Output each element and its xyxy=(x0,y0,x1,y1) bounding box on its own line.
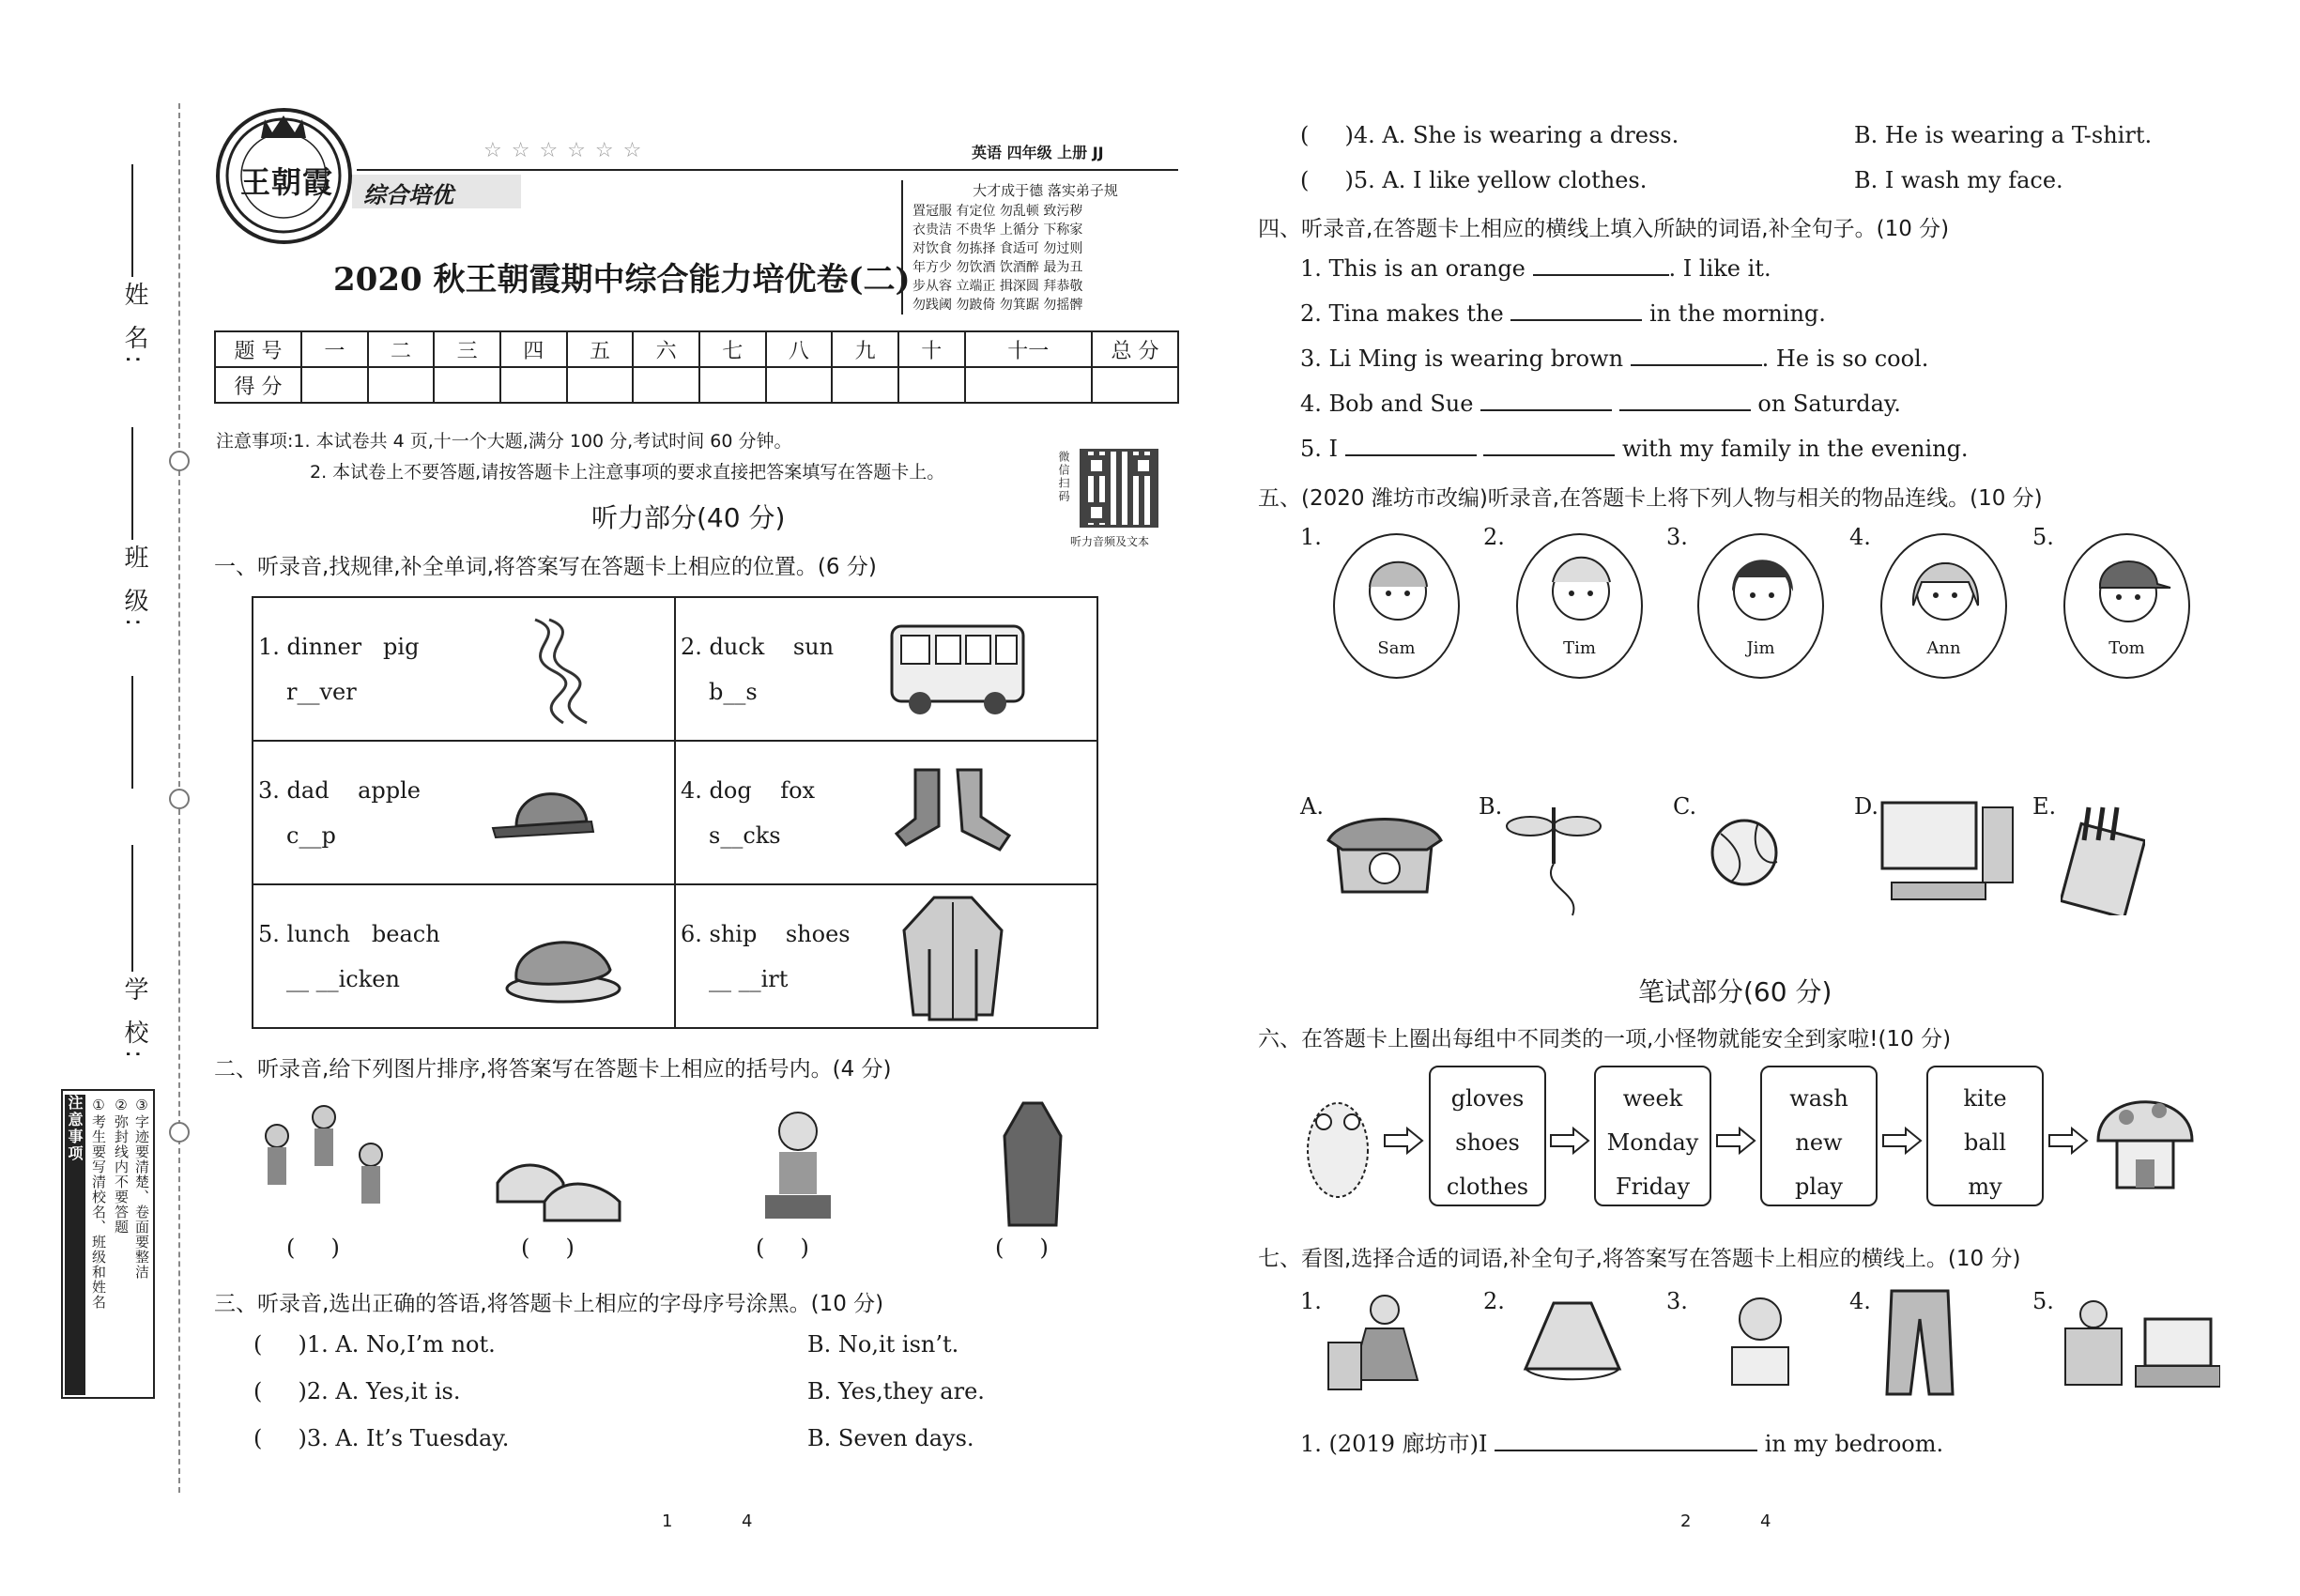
q4-item xyxy=(1300,436,1969,462)
chicken-icon xyxy=(502,913,624,1007)
listening-title: 听力部分(40 分) xyxy=(591,502,786,533)
seal-mark-1 xyxy=(169,451,190,471)
score-input[interactable] xyxy=(633,367,699,403)
q5-person-name: Tom xyxy=(2108,638,2145,658)
class-line xyxy=(131,427,133,540)
q6-word[interactable]: Friday xyxy=(1615,1174,1691,1200)
header-stars: ☆☆☆☆☆☆ xyxy=(483,139,652,162)
notice-line-1: ①考生要写清校名、班级和姓名 xyxy=(90,1097,107,1310)
q1-words: 1. dinner pig xyxy=(258,634,420,660)
q5-object-label: C. xyxy=(1673,793,1697,820)
notes-line-2: 2. 本试卷上不要答题,请按答题卡上注意事项的要求直接把答案填写在答题卡上。 xyxy=(310,462,945,483)
q5-person-oval[interactable] xyxy=(1333,533,1460,679)
arrow-right-icon xyxy=(1549,1127,1590,1155)
boy-cap-face-icon xyxy=(2065,535,2192,648)
girl-face-icon xyxy=(1882,535,2009,648)
q4-text: 2. Tina makes the xyxy=(1300,300,1504,327)
q1-blank[interactable]: __ __irt xyxy=(709,966,789,992)
q6-word[interactable]: gloves xyxy=(1450,1085,1525,1112)
notice-box xyxy=(61,1089,155,1399)
q7-text: in my bedroom. xyxy=(1764,1431,1944,1457)
score-input[interactable] xyxy=(898,367,965,403)
score-input[interactable] xyxy=(434,367,500,403)
banner: 综合培优 xyxy=(352,175,521,208)
score-table-score-row xyxy=(215,367,1178,403)
q5-person-num: 1. xyxy=(1300,524,1322,550)
score-cell: 八 xyxy=(766,331,833,367)
shoes-icon xyxy=(488,1136,629,1230)
socks-icon xyxy=(887,760,1019,864)
score-cell: 五 xyxy=(567,331,634,367)
q4-text: 3. Li Ming is wearing brown xyxy=(1300,345,1624,372)
motto-line: 年方少 勿饮酒 饮酒醉 最为丑 xyxy=(912,260,1083,275)
seal-mark-3 xyxy=(169,1122,190,1143)
score-input[interactable] xyxy=(368,367,435,403)
q3-item-a[interactable]: ( )5. A. I like yellow clothes. xyxy=(1300,167,1648,193)
q7-num: 3. xyxy=(1666,1288,1688,1314)
q5-person-num: 4. xyxy=(1849,524,1871,550)
q1-grid xyxy=(252,596,1098,1029)
q5-object-label: E. xyxy=(2032,793,2057,820)
q1-row xyxy=(253,597,1097,741)
q6-title: 六、在答题卡上圈出每组中不同类的一项,小怪物就能安全到家啦!(10 分) xyxy=(1258,1027,1952,1051)
q4-blank[interactable] xyxy=(1483,454,1615,456)
q5-object-label: A. xyxy=(1300,793,1324,820)
mushroom-house-icon xyxy=(2093,1084,2197,1197)
logo-text: 王朝霞 xyxy=(240,164,334,200)
footer-left-page: 1 xyxy=(662,1512,673,1531)
score-input[interactable] xyxy=(567,367,634,403)
q6-word[interactable]: week xyxy=(1622,1085,1683,1112)
q7-num: 4. xyxy=(1849,1288,1871,1314)
name-label: 姓 名: xyxy=(120,282,148,370)
score-input[interactable] xyxy=(1092,367,1178,403)
divider-line-1 xyxy=(131,676,133,789)
q3-title: 三、听录音,选出正确的答语,将答题卡上相应的字母序号涂黑。(10 分) xyxy=(214,1292,884,1316)
score-input[interactable] xyxy=(965,367,1092,403)
q4-blank[interactable] xyxy=(1533,274,1669,276)
q5-person-name: Jim xyxy=(1746,638,1775,658)
score-input[interactable] xyxy=(699,367,766,403)
girl-sitting-icon xyxy=(1324,1286,1446,1399)
motto-line: 衣贵洁 不贵华 上循分 下称家 xyxy=(912,223,1083,238)
score-cell: 七 xyxy=(699,331,766,367)
q4-text: with my family in the evening. xyxy=(1621,436,1969,462)
boy-washing-icon xyxy=(751,1103,845,1225)
qr-caption: 微信扫码 xyxy=(1057,451,1070,503)
river-icon xyxy=(507,615,601,728)
school-label: 学 校: xyxy=(120,976,148,1065)
q3-item-a[interactable]: ( )4. A. She is wearing a dress. xyxy=(1300,122,1679,148)
q2-title: 二、听录音,给下列图片排序,将答案写在答题卡上相应的括号内。(4 分) xyxy=(214,1057,892,1082)
monster-icon xyxy=(1300,1089,1375,1202)
q4-title: 四、听录音,在答题卡上相应的横线上填入所缺的词语,补全句子。(10 分) xyxy=(1258,217,1950,241)
motto-block xyxy=(901,180,1178,315)
score-cell: 四 xyxy=(500,331,567,367)
q1-row xyxy=(253,884,1097,1028)
score-row-label: 得 分 xyxy=(215,367,301,403)
q7-num: 5. xyxy=(2032,1288,2054,1314)
q6-word[interactable]: clothes xyxy=(1446,1174,1529,1200)
q5-title: 五、(2020 潍坊市改编)听录音,在答题卡上将下列人物与相关的物品连线。(10 分) xyxy=(1258,486,2043,511)
ball-icon[interactable] xyxy=(1707,815,1782,890)
score-cell: 十一 xyxy=(965,331,1092,367)
q3-item-b[interactable]: B. He is wearing a T-shirt. xyxy=(1854,122,2153,148)
school-line xyxy=(131,845,133,972)
score-cell: 十 xyxy=(898,331,965,367)
q5-object-label: D. xyxy=(1854,793,1879,820)
boy-face-icon xyxy=(1699,535,1826,648)
header-rule xyxy=(357,169,1178,171)
motto-title: 大才成于德 落实弟子规 xyxy=(973,182,1118,199)
q6-word[interactable]: my xyxy=(1968,1174,2002,1200)
logo xyxy=(216,108,352,244)
q4-text: 5. I xyxy=(1300,436,1339,462)
q1-cell xyxy=(675,884,1097,1028)
score-input[interactable] xyxy=(832,367,898,403)
q4-item xyxy=(1300,345,1928,372)
score-cell: 六 xyxy=(633,331,699,367)
q3-item-b[interactable]: B. Yes,they are. xyxy=(807,1378,985,1404)
q4-item xyxy=(1300,255,1771,282)
q5-person-name: Tim xyxy=(1563,638,1596,658)
q1-cell xyxy=(675,741,1097,884)
q4-text: 4. Bob and Sue xyxy=(1300,391,1474,417)
q4-blank[interactable] xyxy=(1631,364,1762,366)
q5-person-num: 3. xyxy=(1666,524,1688,550)
coat-icon xyxy=(995,1098,1070,1230)
q3-item-a[interactable]: ( )1. A. No,I’m not. xyxy=(253,1331,496,1358)
q7-num: 1. xyxy=(1300,1288,1322,1314)
motto-line: 置冠服 有定位 勿乱顿 致污秽 xyxy=(912,204,1083,219)
q6-word[interactable]: play xyxy=(1795,1174,1843,1200)
q5-person-oval[interactable] xyxy=(1516,533,1643,679)
q4-text: . He is so cool. xyxy=(1761,345,1929,372)
footer-right-total: 4 xyxy=(1760,1512,1771,1531)
q4-text: . I like it. xyxy=(1668,255,1771,282)
watching-tv-icon xyxy=(2061,1291,2220,1394)
score-table xyxy=(214,330,1179,404)
title: 2020 秋王朝霞期中综合能力培优卷(二) xyxy=(333,261,911,299)
q5-person-oval[interactable] xyxy=(1697,533,1824,679)
arrow-right-icon xyxy=(1881,1127,1923,1155)
q6-word[interactable]: wash xyxy=(1789,1085,1848,1112)
q5-person-name: Ann xyxy=(1926,638,1961,658)
q6-group xyxy=(1760,1066,1878,1206)
crayons-icon[interactable] xyxy=(2061,803,2145,915)
score-cell: 九 xyxy=(832,331,898,367)
notice-line-3: ③字迹要清楚、卷面要整洁 xyxy=(133,1097,150,1280)
q2-paren[interactable]: ( ) xyxy=(995,1235,1049,1261)
motto-line: 步从容 立端正 揖深圆 拜恭敬 xyxy=(912,279,1083,294)
girl-reading-icon xyxy=(1704,1291,1817,1394)
notes-line-1: 注意事项:1. 本试卷共 4 页,十一个大题,满分 100 分,考试时间 60 分钟。 xyxy=(216,431,792,452)
arrow-right-icon xyxy=(1383,1127,1424,1155)
q4-blank[interactable] xyxy=(1480,409,1612,411)
q5-person-oval[interactable] xyxy=(1880,533,2007,679)
score-cell: 二 xyxy=(368,331,435,367)
q7-num: 2. xyxy=(1483,1288,1505,1314)
q4-text: 1. This is an orange xyxy=(1300,255,1526,282)
q5-person-num: 2. xyxy=(1483,524,1505,550)
q1-words: 2. duck sun xyxy=(681,634,835,660)
q5-object-label: B. xyxy=(1479,793,1503,820)
q1-blank[interactable]: b__s xyxy=(709,679,758,705)
cap-icon xyxy=(488,770,610,854)
q6-group xyxy=(1926,1066,2044,1206)
q1-cell xyxy=(253,884,675,1028)
q3-item-b[interactable]: B. Seven days. xyxy=(807,1425,974,1451)
trousers-icon xyxy=(1882,1286,1957,1399)
q1-blank[interactable]: r__ver xyxy=(286,679,357,705)
q1-title: 一、听录音,找规律,补全单词,将答案写在答题卡上相应的位置。(6 分) xyxy=(214,555,877,579)
q1-cell xyxy=(253,597,675,741)
q4-text: in the morning. xyxy=(1648,300,1826,327)
score-cell: 一 xyxy=(301,331,368,367)
q4-item xyxy=(1300,391,1901,417)
notice-title: 注意事项 xyxy=(65,1095,85,1395)
q6-word[interactable]: shoes xyxy=(1455,1129,1520,1156)
score-input[interactable] xyxy=(301,367,368,403)
q6-group xyxy=(1429,1066,1546,1206)
q1-cell xyxy=(675,597,1097,741)
score-cell: 总 分 xyxy=(1092,331,1178,367)
q7-text: 1. (2019 廊坊市)I xyxy=(1300,1431,1488,1457)
kids-playing-icon xyxy=(249,1098,399,1220)
q2-paren[interactable]: ( ) xyxy=(286,1235,340,1261)
q4-blank[interactable] xyxy=(1510,319,1642,321)
qr-code[interactable] xyxy=(1080,449,1158,528)
q7-item-1 xyxy=(1300,1425,1943,1458)
q6-word[interactable]: kite xyxy=(1963,1085,2007,1112)
q7-title: 七、看图,选择合适的词语,补全句子,将答案写在答题卡上相应的横线上。(10 分) xyxy=(1258,1247,2021,1271)
q5-person-name: Sam xyxy=(1377,638,1416,658)
q4-text: on Saturday. xyxy=(1757,391,1901,417)
q1-row xyxy=(253,741,1097,884)
arrow-right-icon xyxy=(2047,1127,2089,1155)
q4-blank[interactable] xyxy=(1619,409,1751,411)
skirt-icon xyxy=(1521,1294,1624,1388)
q4-item xyxy=(1300,300,1826,327)
writing-title: 笔试部分(60 分) xyxy=(1638,976,1832,1007)
score-cell: 题 号 xyxy=(215,331,301,367)
class-label: 班 级: xyxy=(120,545,148,633)
score-table-header-row xyxy=(215,331,1178,367)
qr-sub: 听力音频及文本 xyxy=(1070,535,1150,548)
q1-words: 6. ship shoes xyxy=(681,921,851,947)
footer-left-total: 4 xyxy=(742,1512,753,1531)
shirt-icon xyxy=(897,893,1009,1024)
q6-word[interactable]: Monday xyxy=(1606,1129,1699,1156)
boy-face-icon xyxy=(1518,535,1645,648)
q7-blank[interactable] xyxy=(1495,1450,1757,1451)
q3-item-b[interactable]: B. No,it isn’t. xyxy=(807,1331,959,1358)
name-line xyxy=(131,164,133,277)
q1-words: 4. dog fox xyxy=(681,777,816,804)
score-input[interactable] xyxy=(500,367,567,403)
dragonfly-kite-icon[interactable] xyxy=(1502,798,1605,920)
q3-item-b[interactable]: B. I wash my face. xyxy=(1854,167,2063,193)
q6-word[interactable]: ball xyxy=(1963,1129,2007,1156)
q2-paren[interactable]: ( ) xyxy=(756,1235,809,1261)
bus-icon xyxy=(887,617,1028,720)
q4-blank[interactable] xyxy=(1345,454,1477,456)
q5-person-num: 5. xyxy=(2032,524,2054,550)
q3-item-a[interactable]: ( )3. A. It’s Tuesday. xyxy=(253,1425,510,1451)
q1-words: 3. dad apple xyxy=(258,777,421,804)
q3-item-a[interactable]: ( )2. A. Yes,it is. xyxy=(253,1378,461,1404)
subject-tag: 英语 四年级 上册 JJ xyxy=(972,144,1104,161)
q6-word[interactable]: new xyxy=(1795,1129,1843,1156)
q1-blank[interactable]: c__p xyxy=(286,822,336,849)
telephone-icon[interactable] xyxy=(1324,807,1446,901)
score-input[interactable] xyxy=(766,367,833,403)
seal-mark-2 xyxy=(169,789,190,809)
q5-person-oval[interactable] xyxy=(2063,533,2190,679)
q1-blank[interactable]: s__cks xyxy=(709,822,781,849)
motto-line: 勿践阈 勿跛倚 勿箕踞 勿摇髀 xyxy=(912,298,1083,313)
score-cell: 三 xyxy=(434,331,500,367)
computer-icon[interactable] xyxy=(1878,798,2018,911)
q6-group xyxy=(1594,1066,1711,1206)
q1-blank[interactable]: __ __icken xyxy=(286,966,400,992)
boy-face-icon xyxy=(1335,535,1462,648)
motto-line: 对饮食 勿拣择 食适可 勿过则 xyxy=(912,241,1083,256)
q1-words: 5. lunch beach xyxy=(258,921,440,947)
arrow-right-icon xyxy=(1715,1127,1756,1155)
q2-paren[interactable]: ( ) xyxy=(521,1235,575,1261)
notice-line-2: ②弥封线内不要答题 xyxy=(113,1097,130,1235)
footer-right-page: 2 xyxy=(1680,1512,1692,1531)
q1-cell xyxy=(253,741,675,884)
